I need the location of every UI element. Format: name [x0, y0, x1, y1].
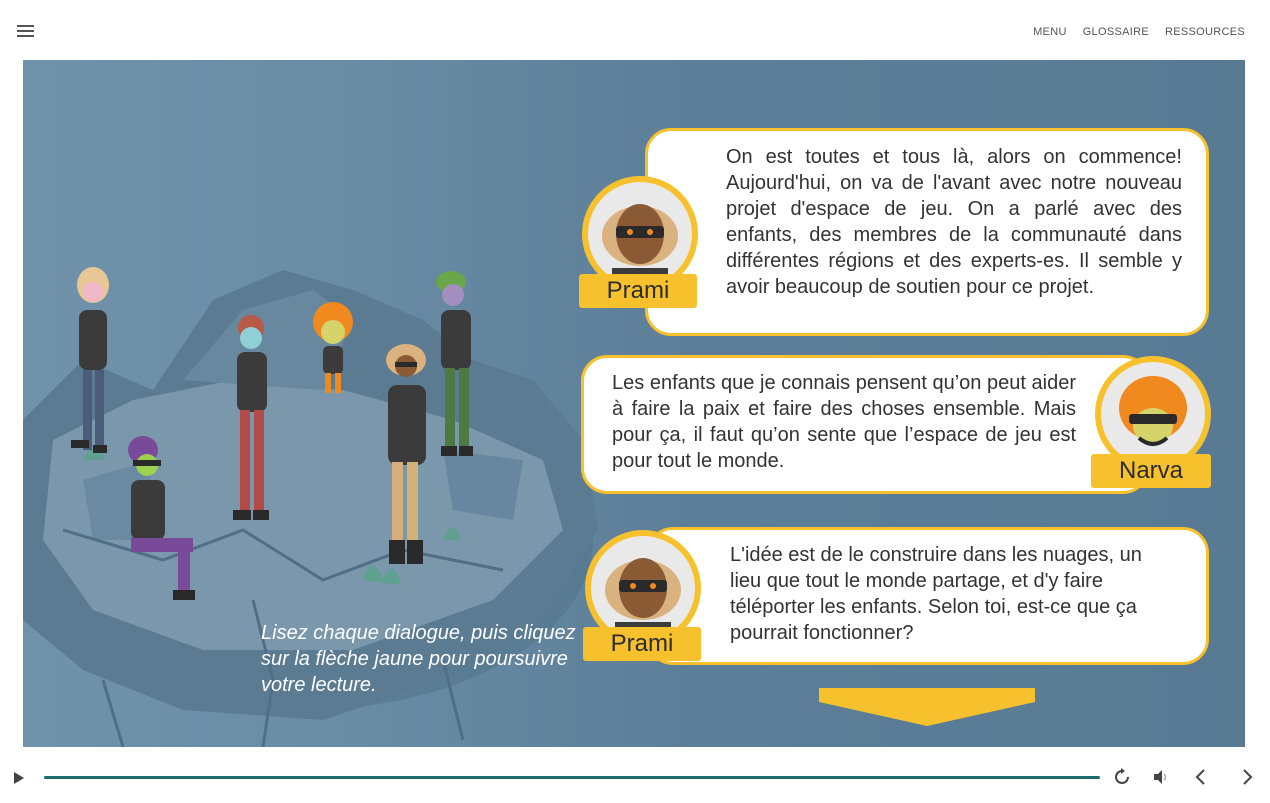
instruction-text: Lisez chaque dialogue, puis cliquez sur la flèche jaune pour poursuivre votre lecture.	[261, 622, 576, 696]
slide-stage	[23, 60, 1245, 747]
next-icon[interactable]	[1240, 768, 1254, 786]
progress-bar[interactable]	[44, 776, 1100, 779]
dialog-2-text: Les enfants que je connais pensent qu’on peut aider à faire la paix et faire des choses ensemble. Mais pour ça, il faut qu’on sente que l’espace de jeu est pour tout le monde.	[612, 372, 1076, 472]
dialog-bubble-1	[645, 128, 1209, 336]
dialog-bubble-3	[647, 527, 1209, 665]
volume-icon[interactable]	[1152, 768, 1170, 786]
speaker-name-tag: Prami	[579, 274, 697, 308]
previous-icon[interactable]	[1194, 768, 1208, 786]
glossary-link[interactable]: GLOSSAIRE	[1082, 26, 1149, 38]
menu-link[interactable]: MENU	[1033, 26, 1067, 38]
hamburger-menu-icon[interactable]	[17, 25, 34, 37]
top-navigation	[1033, 26, 1245, 38]
dialog-3-text: L'idée est de le construire dans les nuages, un lieu que tout le monde partage, et d'y faire téléporter les enfants. Selon toi, est-ce que ça pourrait fonctionner?	[730, 544, 1142, 644]
dialog-bubble-2	[581, 355, 1149, 494]
speaker-name-tag: Narva	[1091, 454, 1211, 488]
dialog-1-text: On est toutes et tous là, alors on commence! Aujourd'hui, on va de l'avant avec notre nouveau projet d'espace de jeu. On a parlé avec des enfants, des membres de la communauté dans différentes régions et des experts-es. Il semble y avoir beaucoup de soutien pour ce projet.	[726, 146, 1182, 298]
resources-link[interactable]: RESSOURCES	[1164, 26, 1245, 38]
yellow-next-arrow-icon[interactable]	[819, 688, 1035, 726]
speaker-name-tag: Prami	[583, 627, 701, 661]
play-icon[interactable]	[12, 770, 26, 786]
replay-icon[interactable]	[1113, 768, 1131, 786]
